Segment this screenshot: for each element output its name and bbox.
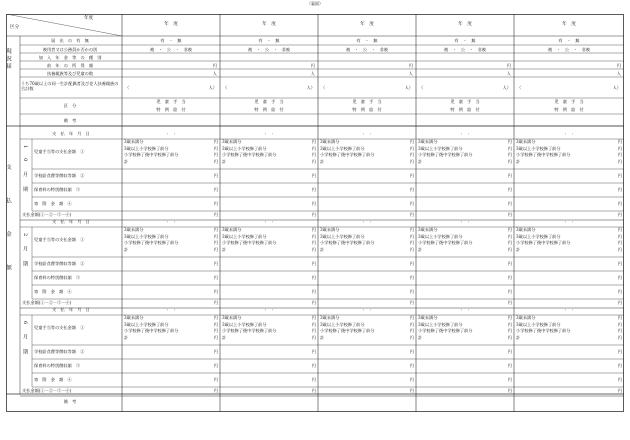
year-cell: 年 度 [458,22,472,27]
kubun-child-allowance: 児 童 手 当 [254,99,284,104]
amount-yen-cell: 円 [507,300,512,305]
allowance-breakdown-line: 3歳未満分 [320,139,340,144]
filing-status-cell: 有 ・ 無 [258,38,280,43]
status-group-label: 現況届 [5,48,11,71]
filing-status-cell: 有 ・ 無 [160,38,182,43]
amount-yen-cell: 円 [311,200,316,206]
allowance-yen: 円 [507,240,512,245]
payment-item-donation: 寄 附 金 額 ④ [34,376,72,382]
payment-item-donation: 寄 附 金 額 ④ [34,288,72,294]
allowance-yen: 円 [311,227,316,232]
amount-yen-cell: 円 [507,348,512,354]
allowance-yen: 円 [213,152,218,157]
allowance-yen: 円 [311,158,316,164]
allowance-yen: 円 [507,158,512,164]
allowance-breakdown-line: 3歳以上小学校修了前分 [418,233,463,239]
employee-type-cell: 被 ・ 公 ・ 非被 [150,47,192,52]
amount-yen-cell: 円 [311,212,316,217]
allowance-breakdown-line: 小学校修了後中学校修了前分 [516,240,571,245]
amount-yen-cell: 円 [409,300,414,305]
allowance-yen: 円 [311,240,316,245]
allowance-yen: 円 [409,240,414,245]
period-month-label: 6月期 [22,321,28,365]
allowance-yen: 円 [213,145,218,151]
amount-yen-cell: 円 [409,172,414,178]
amount-yen-cell: 円 [507,186,512,192]
dependents-count-cell: 人 [310,71,315,76]
allowance-breakdown-line: 3歳未満分 [516,139,536,144]
allowance-breakdown-line: 小学校修了後中学校修了前分 [418,240,473,245]
prev-income-cell: 円 [408,63,413,68]
allowance-yen: 円 [617,227,622,232]
remarks-label-top: 備 考 [63,118,77,123]
allowance-breakdown-line: 3歳未満分 [124,315,144,320]
kubun-special-benefit: 特 例 給 付 [450,107,480,112]
amount-yen-cell: 円 [409,362,414,368]
kubun-special-benefit: 特 例 給 付 [156,107,186,112]
allowance-breakdown-line: 3歳未満分 [418,315,438,320]
allowance-yen: 円 [409,139,414,144]
allowance-breakdown-line: 3歳未満分 [320,227,340,232]
payment-date-label: 支 払 年 月 日 [52,307,90,312]
dependents-count-cell: 人 [408,71,413,76]
allowance-breakdown-line: 計 [222,334,227,340]
amount-yen-cell: 円 [409,186,414,192]
allowance-yen: 円 [311,334,316,340]
allowance-yen: 円 [409,328,414,333]
amount-yen-cell: 円 [617,348,622,354]
allowance-yen: 円 [409,321,414,327]
allowance-breakdown-line: 3歳未満分 [222,315,242,320]
payment-date-label: 支 払 年 月 日 [52,131,90,136]
allowance-breakdown-line: 計 [124,334,129,340]
allowance-record-table [6,14,624,412]
status-label-prev-income: 前 年 の 所 得 額 [46,63,94,68]
allowance-breakdown-line: 3歳以上小学校修了前分 [516,233,561,239]
allowance-breakdown-line: 3歳以上小学校修了前分 [222,233,267,239]
amount-yen-cell: 円 [617,376,622,382]
amount-yen-cell: 円 [507,362,512,368]
payment-item-allowance: 児童手当等の支払金額 ① [34,237,85,242]
payment-date-cell: ・ ・ [361,220,373,224]
allowance-yen: 円 [507,152,512,157]
employee-type-cell: 被 ・ 公 ・ 非被 [248,47,290,52]
payment-date-cell: ・ ・ [459,308,471,312]
allowance-breakdown-line: 小学校修了後中学校修了前分 [222,328,277,333]
allowance-breakdown-line: 小学校修了後中学校修了前分 [124,152,179,157]
payment-item-donation: 寄 附 金 額 ④ [34,200,72,206]
amount-yen-cell: 円 [213,288,218,294]
elderly-dependents-open: （ [223,85,228,90]
year-cell: 年 度 [360,22,374,27]
amount-yen-cell: 円 [311,388,316,393]
amount-yen-cell: 円 [507,388,512,393]
payment-item-school-fee: 学校給食費等徴収等額 ② [34,348,85,354]
allowance-yen: 円 [617,328,622,333]
period-month-label: 2月期 [22,233,28,277]
allowance-breakdown-line: 3歳以上小学校修了前分 [222,321,267,327]
allowance-breakdown-line: 3歳未満分 [222,139,242,144]
filing-status-cell: 有 ・ 無 [558,38,580,43]
allowance-breakdown-line: 小学校修了後中学校修了前分 [516,152,571,157]
amount-yen-cell: 円 [213,376,218,382]
amount-yen-cell: 円 [617,260,622,266]
payment-item-nursery-fee: 保育料の特別徴収額 ③ [34,274,81,280]
allowance-yen: 円 [507,227,512,232]
kubun-label: 区 分 [63,103,77,108]
elderly-dependents-cell: 人） [502,85,511,90]
amount-yen-cell: 円 [617,362,622,368]
amount-yen-cell: 円 [213,212,218,217]
allowance-yen: 円 [507,315,512,320]
allowance-yen: 円 [213,158,218,164]
allowance-yen: 円 [311,139,316,144]
amount-yen-cell: 円 [213,300,218,305]
allowance-breakdown-line: 計 [516,246,521,252]
elderly-dependents-cell: 人） [612,85,621,90]
allowance-yen: 円 [507,233,512,239]
amount-yen-cell: 円 [507,200,512,206]
allowance-breakdown-line: 3歳未満分 [222,227,242,232]
kubun-child-allowance: 児 童 手 当 [156,99,186,104]
allowance-breakdown-line: 3歳以上小学校修了前分 [516,321,561,327]
allowance-breakdown-line: 3歳以上小学校修了前分 [320,145,365,151]
amount-yen-cell: 円 [617,274,622,280]
amount-yen-cell: 円 [617,300,622,305]
amount-yen-cell: 円 [409,260,414,266]
payment-item-total: 支払金額(①－②－③－④) [22,212,72,217]
allowance-yen: 円 [409,315,414,320]
amount-yen-cell: 円 [213,172,218,178]
allowance-yen: 円 [617,158,622,164]
allowance-yen: 円 [507,334,512,340]
allowance-yen: 円 [409,152,414,157]
allowance-breakdown-line: 計 [418,158,423,164]
allowance-breakdown-line: 計 [124,246,129,252]
dependents-count-cell: 人 [616,71,621,76]
allowance-breakdown-line: 小学校修了後中学校修了前分 [320,240,375,245]
allowance-yen: 円 [617,321,622,327]
payment-date-cell: ・ ・ [361,308,373,312]
payment-date-cell: ・ ・ [165,220,177,224]
allowance-yen: 円 [311,328,316,333]
reverse-side-label: （裏面） [307,1,323,6]
allowance-breakdown-line: 計 [516,334,521,340]
filing-status-cell: 有 ・ 無 [454,38,476,43]
prev-income-cell: 円 [506,63,511,68]
amount-yen-cell: 円 [213,200,218,206]
amount-yen-cell: 円 [617,172,622,178]
amount-yen-cell: 円 [409,348,414,354]
elderly-dependents-open: （ [125,85,130,90]
amount-yen-cell: 円 [409,288,414,294]
payment-item-nursery-fee: 保育料の特別徴収額 ③ [34,362,81,368]
year-cell: 年 度 [562,22,576,27]
allowance-breakdown-line: 3歳未満分 [320,315,340,320]
amount-yen-cell: 円 [311,260,316,266]
allowance-breakdown-line: 3歳以上小学校修了前分 [418,321,463,327]
allowance-yen: 円 [311,233,316,239]
corner-year-label: 年度 [84,16,94,21]
allowance-breakdown-line: 3歳以上小学校修了前分 [222,145,267,151]
amount-yen-cell: 円 [311,348,316,354]
amount-yen-cell: 円 [213,388,218,393]
allowance-breakdown-line: 3歳未満分 [418,139,438,144]
amount-yen-cell: 円 [617,288,622,294]
allowance-yen: 円 [311,145,316,151]
allowance-yen: 円 [213,139,218,144]
allowance-breakdown-line: 3歳未満分 [516,315,536,320]
kubun-special-benefit: 特 例 給 付 [554,107,584,112]
status-label-elderly-dependents: うち70歳以上の同一生計配偶者及び老人扶養親族の合計数 [21,81,119,91]
allowance-breakdown-line: 小学校修了後中学校修了前分 [320,328,375,333]
amount-yen-cell: 円 [311,376,316,382]
amount-yen-cell: 円 [311,362,316,368]
allowance-breakdown-line: 計 [124,158,129,164]
allowance-yen: 円 [213,328,218,333]
allowance-breakdown-line: 3歳以上小学校修了前分 [124,321,169,327]
allowance-breakdown-line: 3歳未満分 [516,227,536,232]
amount-yen-cell: 円 [409,200,414,206]
payment-date-cell: ・ ・ [165,308,177,312]
amount-yen-cell: 円 [507,212,512,217]
amount-yen-cell: 円 [409,212,414,217]
status-label-pension-type: 加 入 年 金 等 の 種 別 [38,55,102,60]
allowance-yen: 円 [409,158,414,164]
allowance-yen: 円 [617,240,622,245]
elderly-dependents-cell: 人） [208,85,217,90]
amount-yen-cell: 円 [409,274,414,280]
employee-type-cell: 被 ・ 公 ・ 非被 [346,47,388,52]
year-cell: 年 度 [164,22,178,27]
payment-date-cell: ・ ・ [263,132,275,136]
allowance-breakdown-line: 計 [320,246,325,252]
kubun-child-allowance: 児 童 手 当 [450,99,480,104]
allowance-breakdown-line: 3歳以上小学校修了前分 [418,145,463,151]
kubun-special-benefit: 特 例 給 付 [254,107,284,112]
payment-item-school-fee: 学校給食費等徴収等額 ② [34,260,85,266]
status-label-filing: 届 出 の 有 無 [51,38,89,43]
allowance-breakdown-line: 計 [320,158,325,164]
status-label-employee-type: 被用者又は公務員か否かの別 [42,47,98,52]
allowance-yen: 円 [617,145,622,151]
employee-type-cell: 被 ・ 公 ・ 非被 [444,47,486,52]
elderly-dependents-cell: 人） [404,85,413,90]
payment-date-cell: ・ ・ [165,132,177,136]
amount-yen-cell: 円 [311,172,316,178]
allowance-yen: 円 [617,233,622,239]
prev-income-cell: 円 [310,63,315,68]
amount-yen-cell: 円 [617,186,622,192]
payment-item-allowance: 児童手当等の支払金額 ① [34,149,85,154]
amount-yen-cell: 円 [311,300,316,305]
amount-yen-cell: 円 [409,388,414,393]
allowance-yen: 円 [213,240,218,245]
amount-yen-cell: 円 [507,274,512,280]
allowance-yen: 円 [213,227,218,232]
allowance-yen: 円 [617,246,622,252]
allowance-breakdown-line: 小学校修了後中学校修了前分 [222,152,277,157]
amount-yen-cell: 円 [617,388,622,393]
allowance-breakdown-line: 計 [516,158,521,164]
allowance-yen: 円 [213,246,218,252]
payment-item-total: 支払金額(①－②－③－④) [22,388,72,393]
allowance-yen: 円 [617,139,622,144]
allowance-breakdown-line: 3歳未満分 [418,227,438,232]
allowance-yen: 円 [311,152,316,157]
allowance-yen: 円 [213,315,218,320]
payment-date-cell: ・ ・ [563,220,575,224]
amount-yen-cell: 円 [311,186,316,192]
allowance-yen: 円 [311,246,316,252]
amount-yen-cell: 円 [507,288,512,294]
prev-income-cell: 円 [616,63,621,68]
elderly-dependents-open: （ [419,85,424,90]
dependents-count-cell: 人 [506,71,511,76]
elderly-dependents-cell: 人） [306,85,315,90]
payment-item-school-fee: 学校給食費等徴収等額 ② [34,172,85,178]
amount-yen-cell: 円 [507,172,512,178]
payment-date-cell: ・ ・ [563,132,575,136]
amount-yen-cell: 円 [213,362,218,368]
grid-line [6,14,122,36]
payment-item-total: 支払金額(①－②－③－④) [22,300,72,305]
payment-date-cell: ・ ・ [361,132,373,136]
allowance-yen: 円 [409,145,414,151]
allowance-breakdown-line: 小学校修了後中学校修了前分 [418,152,473,157]
remarks-label-bottom: 備 考 [63,399,77,404]
allowance-yen: 円 [213,233,218,239]
allowance-yen: 円 [311,315,316,320]
allowance-yen: 円 [507,328,512,333]
year-cell: 年 度 [262,22,276,27]
allowance-breakdown-line: 計 [418,246,423,252]
amount-yen-cell: 円 [213,260,218,266]
kubun-child-allowance: 児 童 手 当 [554,99,584,104]
payment-date-label: 支 払 年 月 日 [52,219,90,224]
payment-date-cell: ・ ・ [263,308,275,312]
elderly-dependents-open: （ [321,85,326,90]
amount-yen-cell: 円 [213,348,218,354]
allowance-breakdown-line: 3歳未満分 [124,139,144,144]
amount-yen-cell: 円 [311,288,316,294]
allowance-yen: 円 [507,321,512,327]
amount-yen-cell: 円 [311,274,316,280]
allowance-breakdown-line: 3歳以上小学校修了前分 [320,233,365,239]
employee-type-cell: 被 ・ 公 ・ 非被 [548,47,590,52]
allowance-yen: 円 [409,227,414,232]
payment-date-cell: ・ ・ [459,132,471,136]
amount-yen-cell: 円 [507,376,512,382]
allowance-yen: 円 [617,315,622,320]
allowance-yen: 円 [507,246,512,252]
allowance-breakdown-line: 3歳未満分 [124,227,144,232]
allowance-yen: 円 [617,334,622,340]
allowance-breakdown-line: 3歳以上小学校修了前分 [124,233,169,239]
corner-kubun-label: 区分 [10,25,20,30]
kubun-child-allowance: 児 童 手 当 [352,99,382,104]
payment-date-cell: ・ ・ [459,220,471,224]
elderly-dependents-open: （ [517,85,522,90]
allowance-breakdown-line: 小学校修了後中学校修了前分 [124,240,179,245]
allowance-breakdown-line: 小学校修了後中学校修了前分 [124,328,179,333]
allowance-yen: 円 [617,152,622,157]
allowance-breakdown-line: 小学校修了後中学校修了前分 [222,240,277,245]
amount-yen-cell: 円 [617,212,622,217]
amount-yen-cell: 円 [617,200,622,206]
payment-item-nursery-fee: 保育料の特別徴収額 ③ [34,186,81,192]
allowance-yen: 円 [409,334,414,340]
status-label-dependents: 扶養親族等及び児童の数 [46,71,94,76]
allowance-breakdown-line: 計 [222,246,227,252]
dependents-count-cell: 人 [212,71,217,76]
allowance-breakdown-line: 小学校修了後中学校修了前分 [320,152,375,157]
allowance-yen: 円 [311,321,316,327]
payment-date-cell: ・ ・ [563,308,575,312]
allowance-breakdown-line: 小学校修了後中学校修了前分 [516,328,571,333]
allowance-yen: 円 [507,145,512,151]
payment-item-allowance: 児童手当等の支払金額 ① [34,325,85,330]
filing-status-cell: 有 ・ 無 [356,38,378,43]
payment-date-cell: ・ ・ [263,220,275,224]
allowance-breakdown-line: 小学校修了後中学校修了前分 [418,328,473,333]
allowance-yen: 円 [409,246,414,252]
kubun-special-benefit: 特 例 給 付 [352,107,382,112]
allowance-yen: 円 [409,233,414,239]
amount-yen-cell: 円 [507,260,512,266]
allowance-breakdown-line: 3歳以上小学校修了前分 [516,145,561,151]
allowance-breakdown-line: 計 [418,334,423,340]
payment-group-label: 支払金額 [5,164,11,298]
allowance-breakdown-line: 3歳以上小学校修了前分 [320,321,365,327]
allowance-yen: 円 [213,321,218,327]
allowance-yen: 円 [507,139,512,144]
amount-yen-cell: 円 [409,376,414,382]
allowance-breakdown-line: 計 [222,158,227,164]
allowance-breakdown-line: 計 [320,334,325,340]
period-month-label: 10月期 [22,145,28,202]
prev-income-cell: 円 [212,63,217,68]
allowance-breakdown-line: 3歳以上小学校修了前分 [124,145,169,151]
amount-yen-cell: 円 [213,274,218,280]
amount-yen-cell: 円 [213,186,218,192]
allowance-yen: 円 [213,334,218,340]
